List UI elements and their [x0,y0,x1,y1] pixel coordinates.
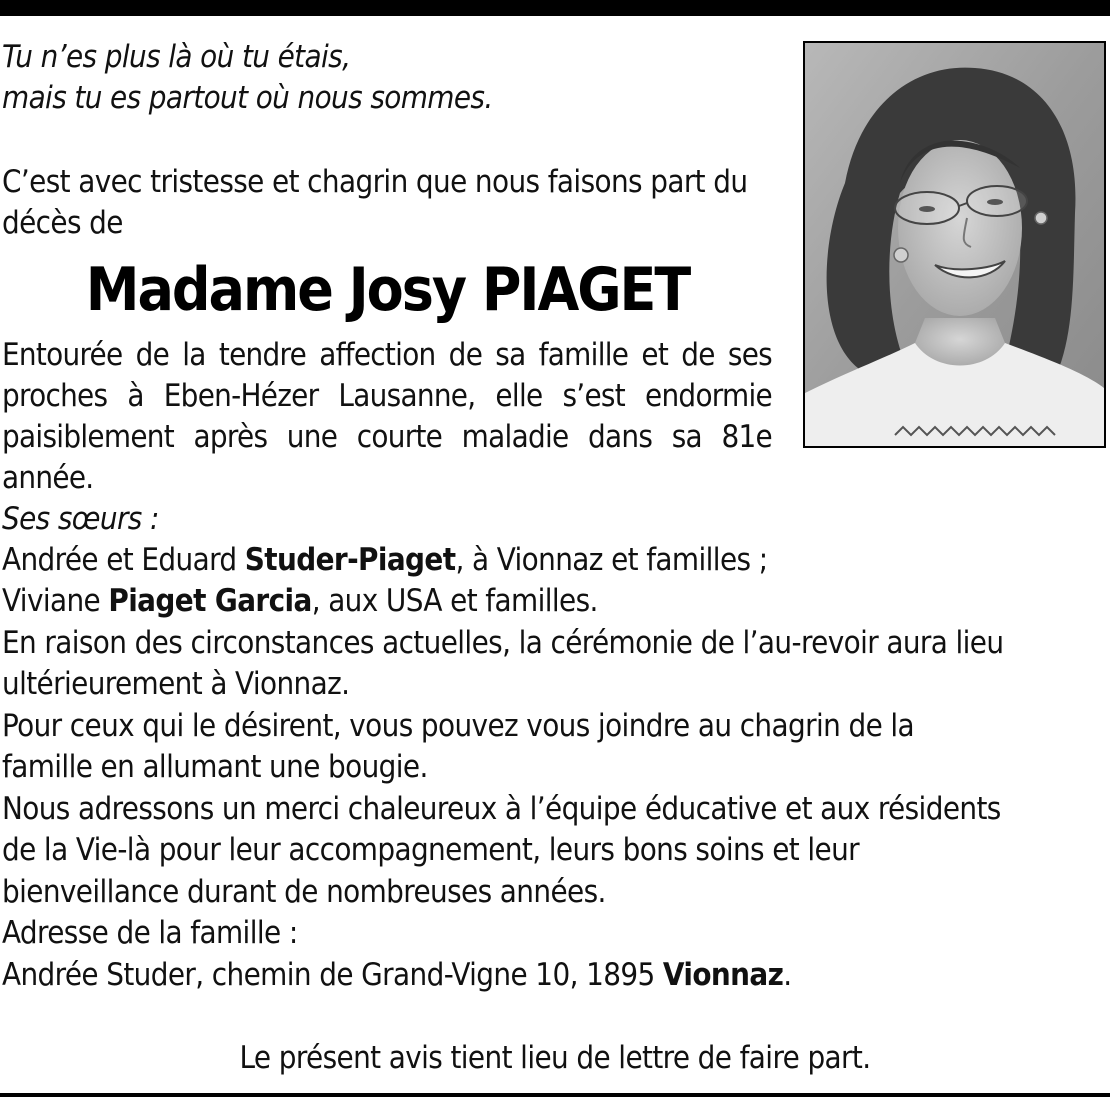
sister-1-surname: Studer-Piaget [244,542,456,578]
sister-1-prefix: Andrée et Eduard [2,542,245,578]
thanks-line-3: bienveillance durant de nombreuses années. [2,874,606,910]
address-suffix: . [783,957,792,993]
footer-notice: Le présent avis tient lieu de lettre de faire part. [239,1040,871,1076]
sister-2-suffix: , aux USA et familles. [311,583,598,619]
top-rule [0,0,1110,16]
epigraph-line-2: mais tu es partout où nous sommes. [2,80,493,116]
deceased-name: Madame Josy PIAGET [85,255,690,325]
sister-line-2 [2,581,598,622]
address-heading: Adresse de la famille : [2,915,298,951]
intro-text: C’est avec tristesse et chagrin que nous faisons part du décès de [2,164,748,241]
announcement-text: Entourée de la tendre affection de sa famille et de ses proches à Eben-Hézer Lausanne, elle s’est endormie paisiblement après une courte maladie dans sa 81e année. [2,337,772,496]
thanks-line-2: de la Vie-là pour leur accompagnement, leurs bons soins et leur [2,832,860,868]
sister-2-surname: Piaget Garcia [108,583,312,619]
sister-2-prefix: Viviane [2,583,109,619]
sister-1-suffix: , à Vionnaz et familles ; [455,542,768,578]
portrait-photo [803,41,1106,448]
ceremony-line-1: En raison des circonstances actuelles, la cérémonie de l’au-revoir aura lieu [2,625,1004,661]
candle-line-2: famille en allumant une bougie. [2,749,428,785]
address-line [2,955,792,996]
sister-line-1 [2,540,768,581]
thanks-line-1: Nous adressons un merci chaleureux à l’équipe éducative et aux résidents [2,791,1001,827]
bottom-rule [0,1093,1110,1097]
sisters-heading: Ses sœurs : [2,501,159,537]
epigraph-line-1: Tu n’es plus là où tu étais, [2,39,351,75]
address-town: Vionnaz [662,957,784,993]
candle-line-1: Pour ceux qui le désirent, vous pouvez vous joindre au chagrin de la [2,708,915,744]
address-prefix: Andrée Studer, chemin de Grand-Vigne 10, 1895 [2,957,663,993]
ceremony-line-2: ultérieurement à Vionnaz. [2,666,350,702]
portrait-illustration [805,43,1104,446]
